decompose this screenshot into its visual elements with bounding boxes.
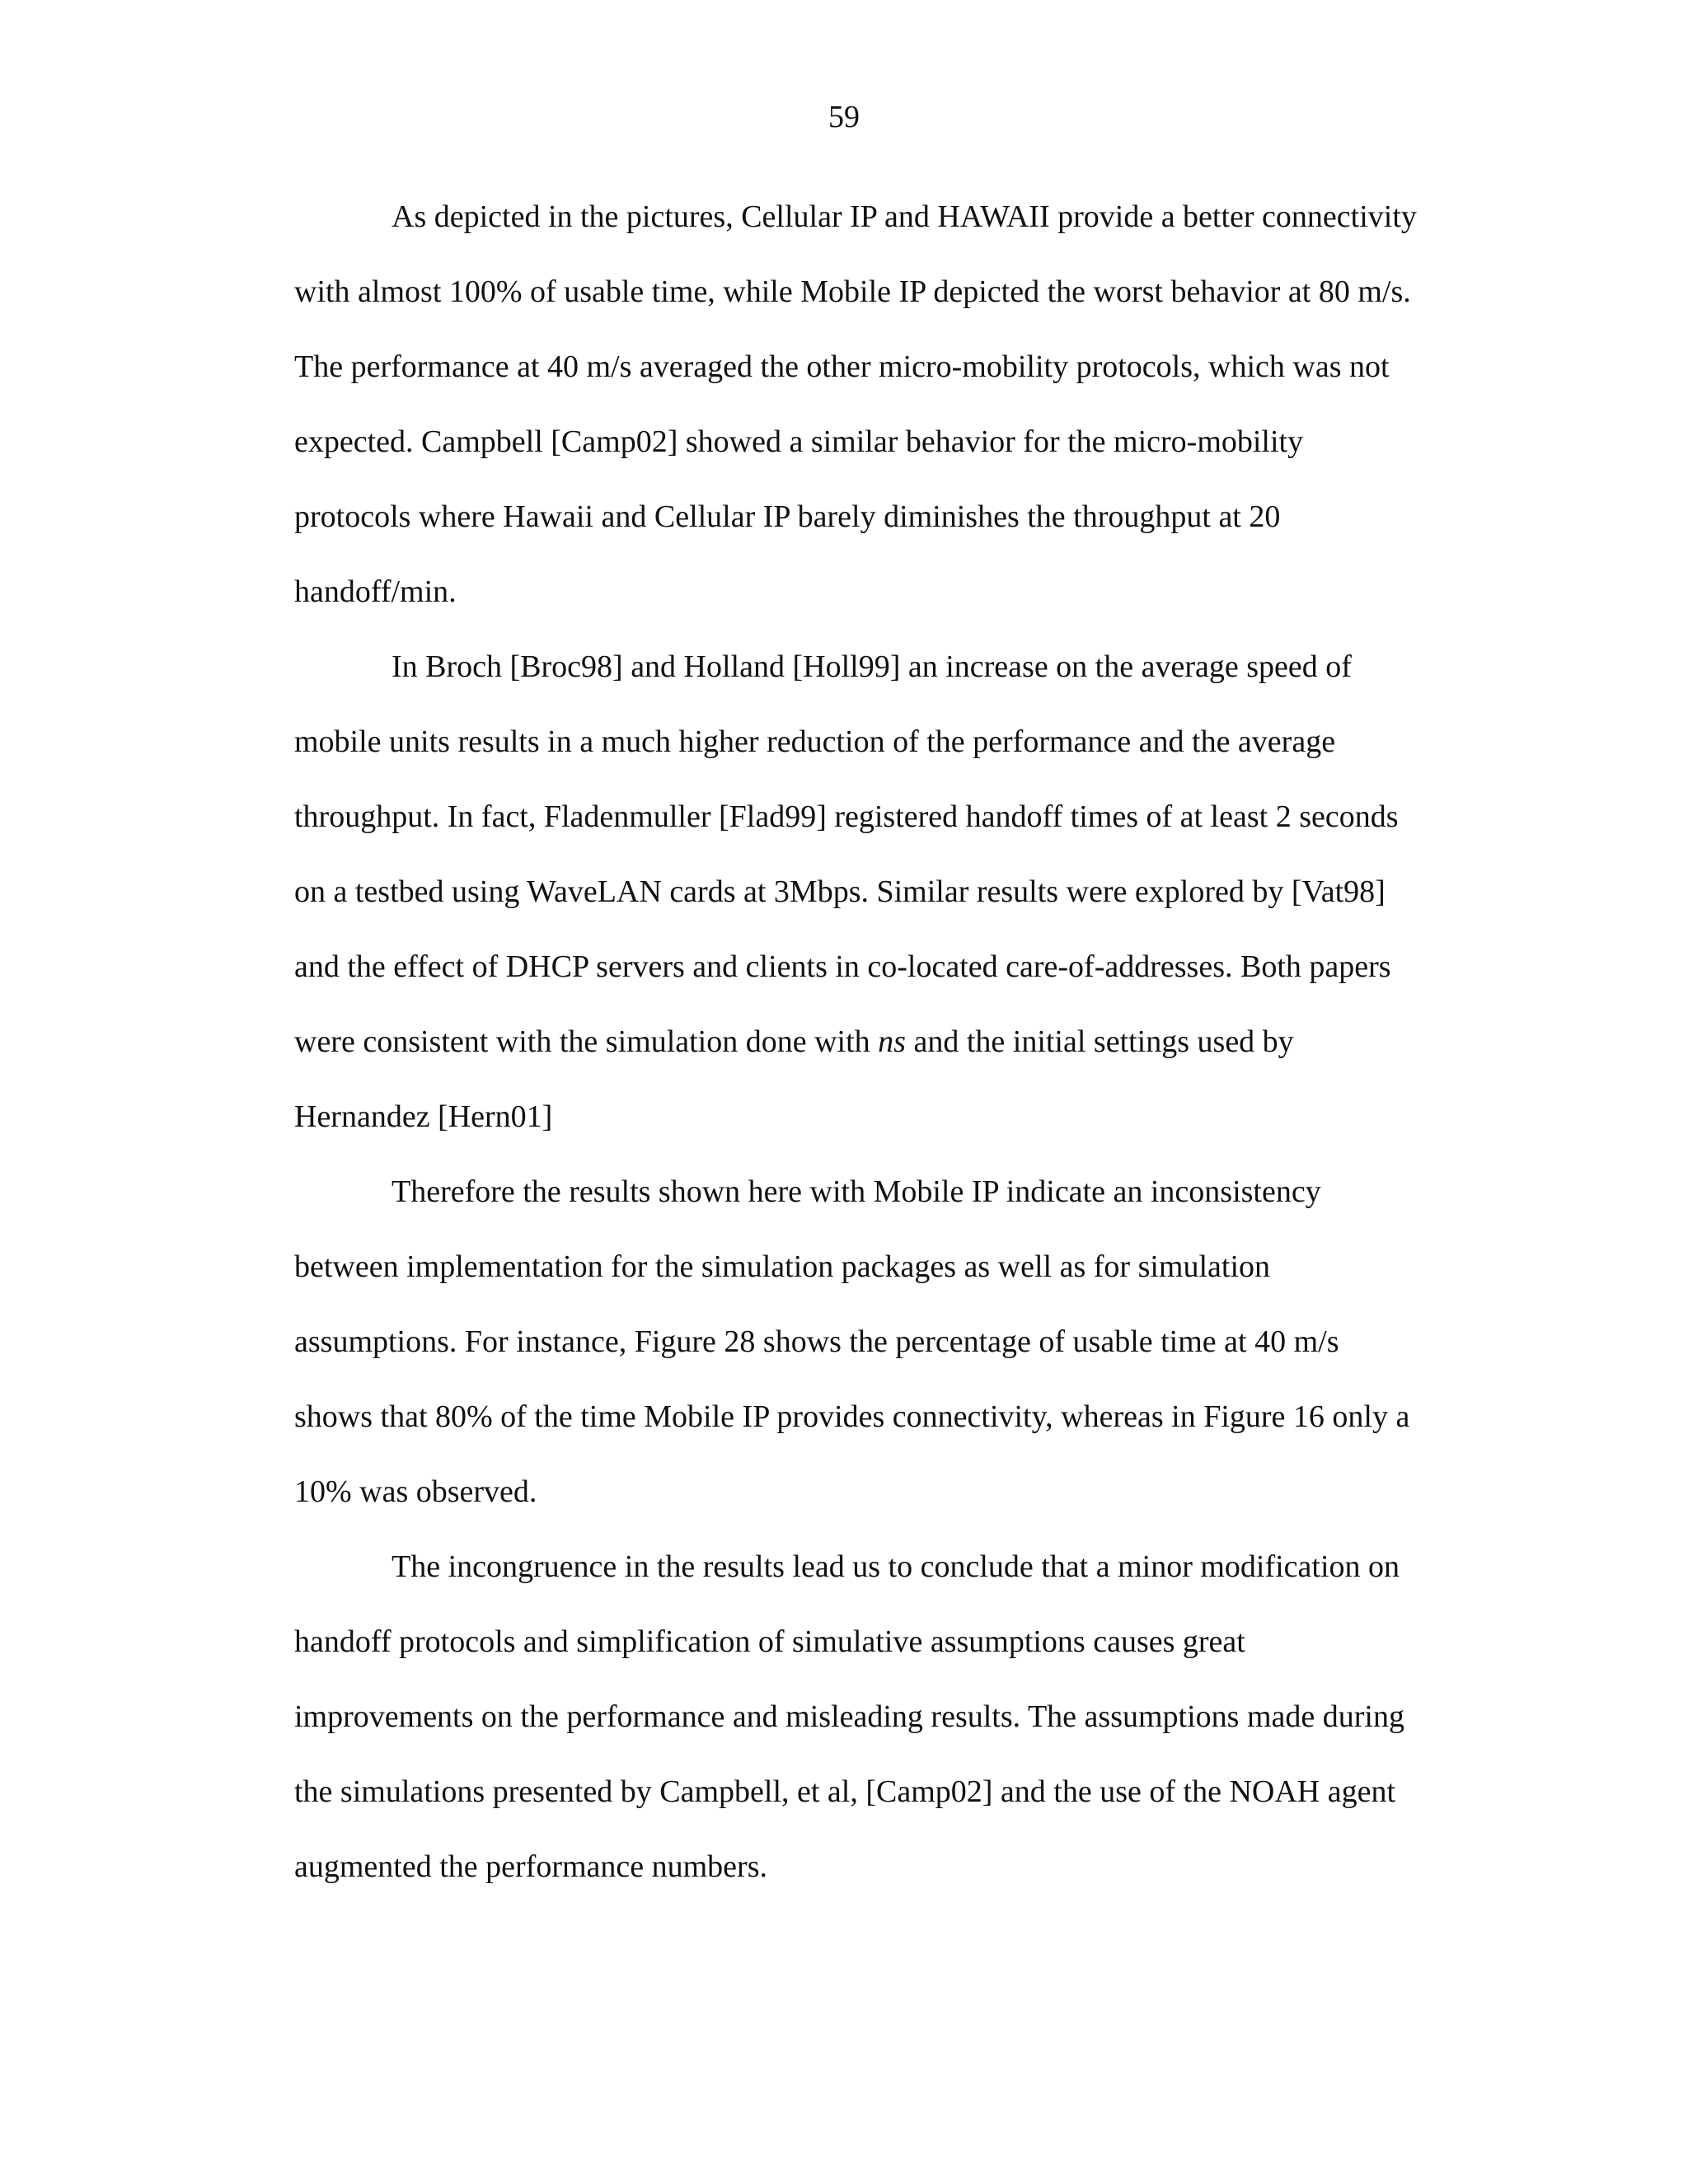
line-text: and the initial settings used by	[905, 1024, 1294, 1059]
paragraph-line: protocols where Hawaii and Cellular IP barely diminishes the throughput at 20	[294, 499, 1281, 534]
paragraph-line: with almost 100% of usable time, while Mobile IP depicted the worst behavior at 80 m/s.	[294, 274, 1411, 309]
paragraph	[294, 188, 1481, 638]
line-text: were consistent with the simulation done with	[294, 1024, 879, 1059]
paragraph	[294, 638, 1481, 1163]
paragraph-line: throughput. In fact, Fladenmuller [Flad99] registered handoff times of at least 2 seconds	[294, 799, 1399, 834]
paragraph	[294, 1163, 1481, 1538]
paragraph-line: Therefore the results shown here with Mobile IP indicate an inconsistency	[392, 1174, 1321, 1209]
paragraph-line: The incongruence in the results lead us to conclude that a minor modification on	[392, 1549, 1400, 1584]
paragraph-line: on a testbed using WaveLAN cards at 3Mbps. Similar results were explored by [Vat98]	[294, 874, 1386, 909]
paragraph-line: between implementation for the simulation packages as well as for simulation	[294, 1249, 1271, 1284]
paragraph-line: improvements on the performance and misleading results. The assumptions made during	[294, 1699, 1404, 1734]
body-text	[294, 188, 1481, 1913]
paragraph-line: expected. Campbell [Camp02] showed a similar behavior for the micro-mobility	[294, 424, 1304, 459]
paragraph-line	[294, 1013, 1481, 1088]
paragraph-line: In Broch [Broc98] and Holland [Holl99] an increase on the average speed of	[392, 649, 1352, 684]
paragraph	[294, 1538, 1481, 1913]
paragraph-line: 10% was observed.	[294, 1474, 537, 1509]
paragraph-line: augmented the performance numbers.	[294, 1849, 767, 1884]
paragraph-line: handoff protocols and simplification of simulative assumptions causes great	[294, 1624, 1245, 1659]
paragraph-line: handoff/min.	[294, 574, 457, 609]
page-number: 59	[828, 100, 860, 134]
paragraph-line: As depicted in the pictures, Cellular IP and HAWAII provide a better connectivity	[392, 199, 1417, 234]
italic-term: ns	[878, 1024, 906, 1059]
paragraph-line: Hernandez [Hern01]	[294, 1099, 553, 1134]
paragraph-line: the simulations presented by Campbell, et al, [Camp02] and the use of the NOAH agent	[294, 1774, 1396, 1809]
paragraph-line: assumptions. For instance, Figure 28 shows the percentage of usable time at 40 m/s	[294, 1324, 1339, 1359]
paragraph-line: shows that 80% of the time Mobile IP provides connectivity, whereas in Figure 16 only a	[294, 1399, 1410, 1434]
paragraph-line: and the effect of DHCP servers and clients in co-located care-of-addresses. Both papers	[294, 949, 1391, 984]
paragraph-line: mobile units results in a much higher reduction of the performance and the average	[294, 724, 1336, 759]
paragraph-line: The performance at 40 m/s averaged the other micro-mobility protocols, which was not	[294, 349, 1390, 384]
